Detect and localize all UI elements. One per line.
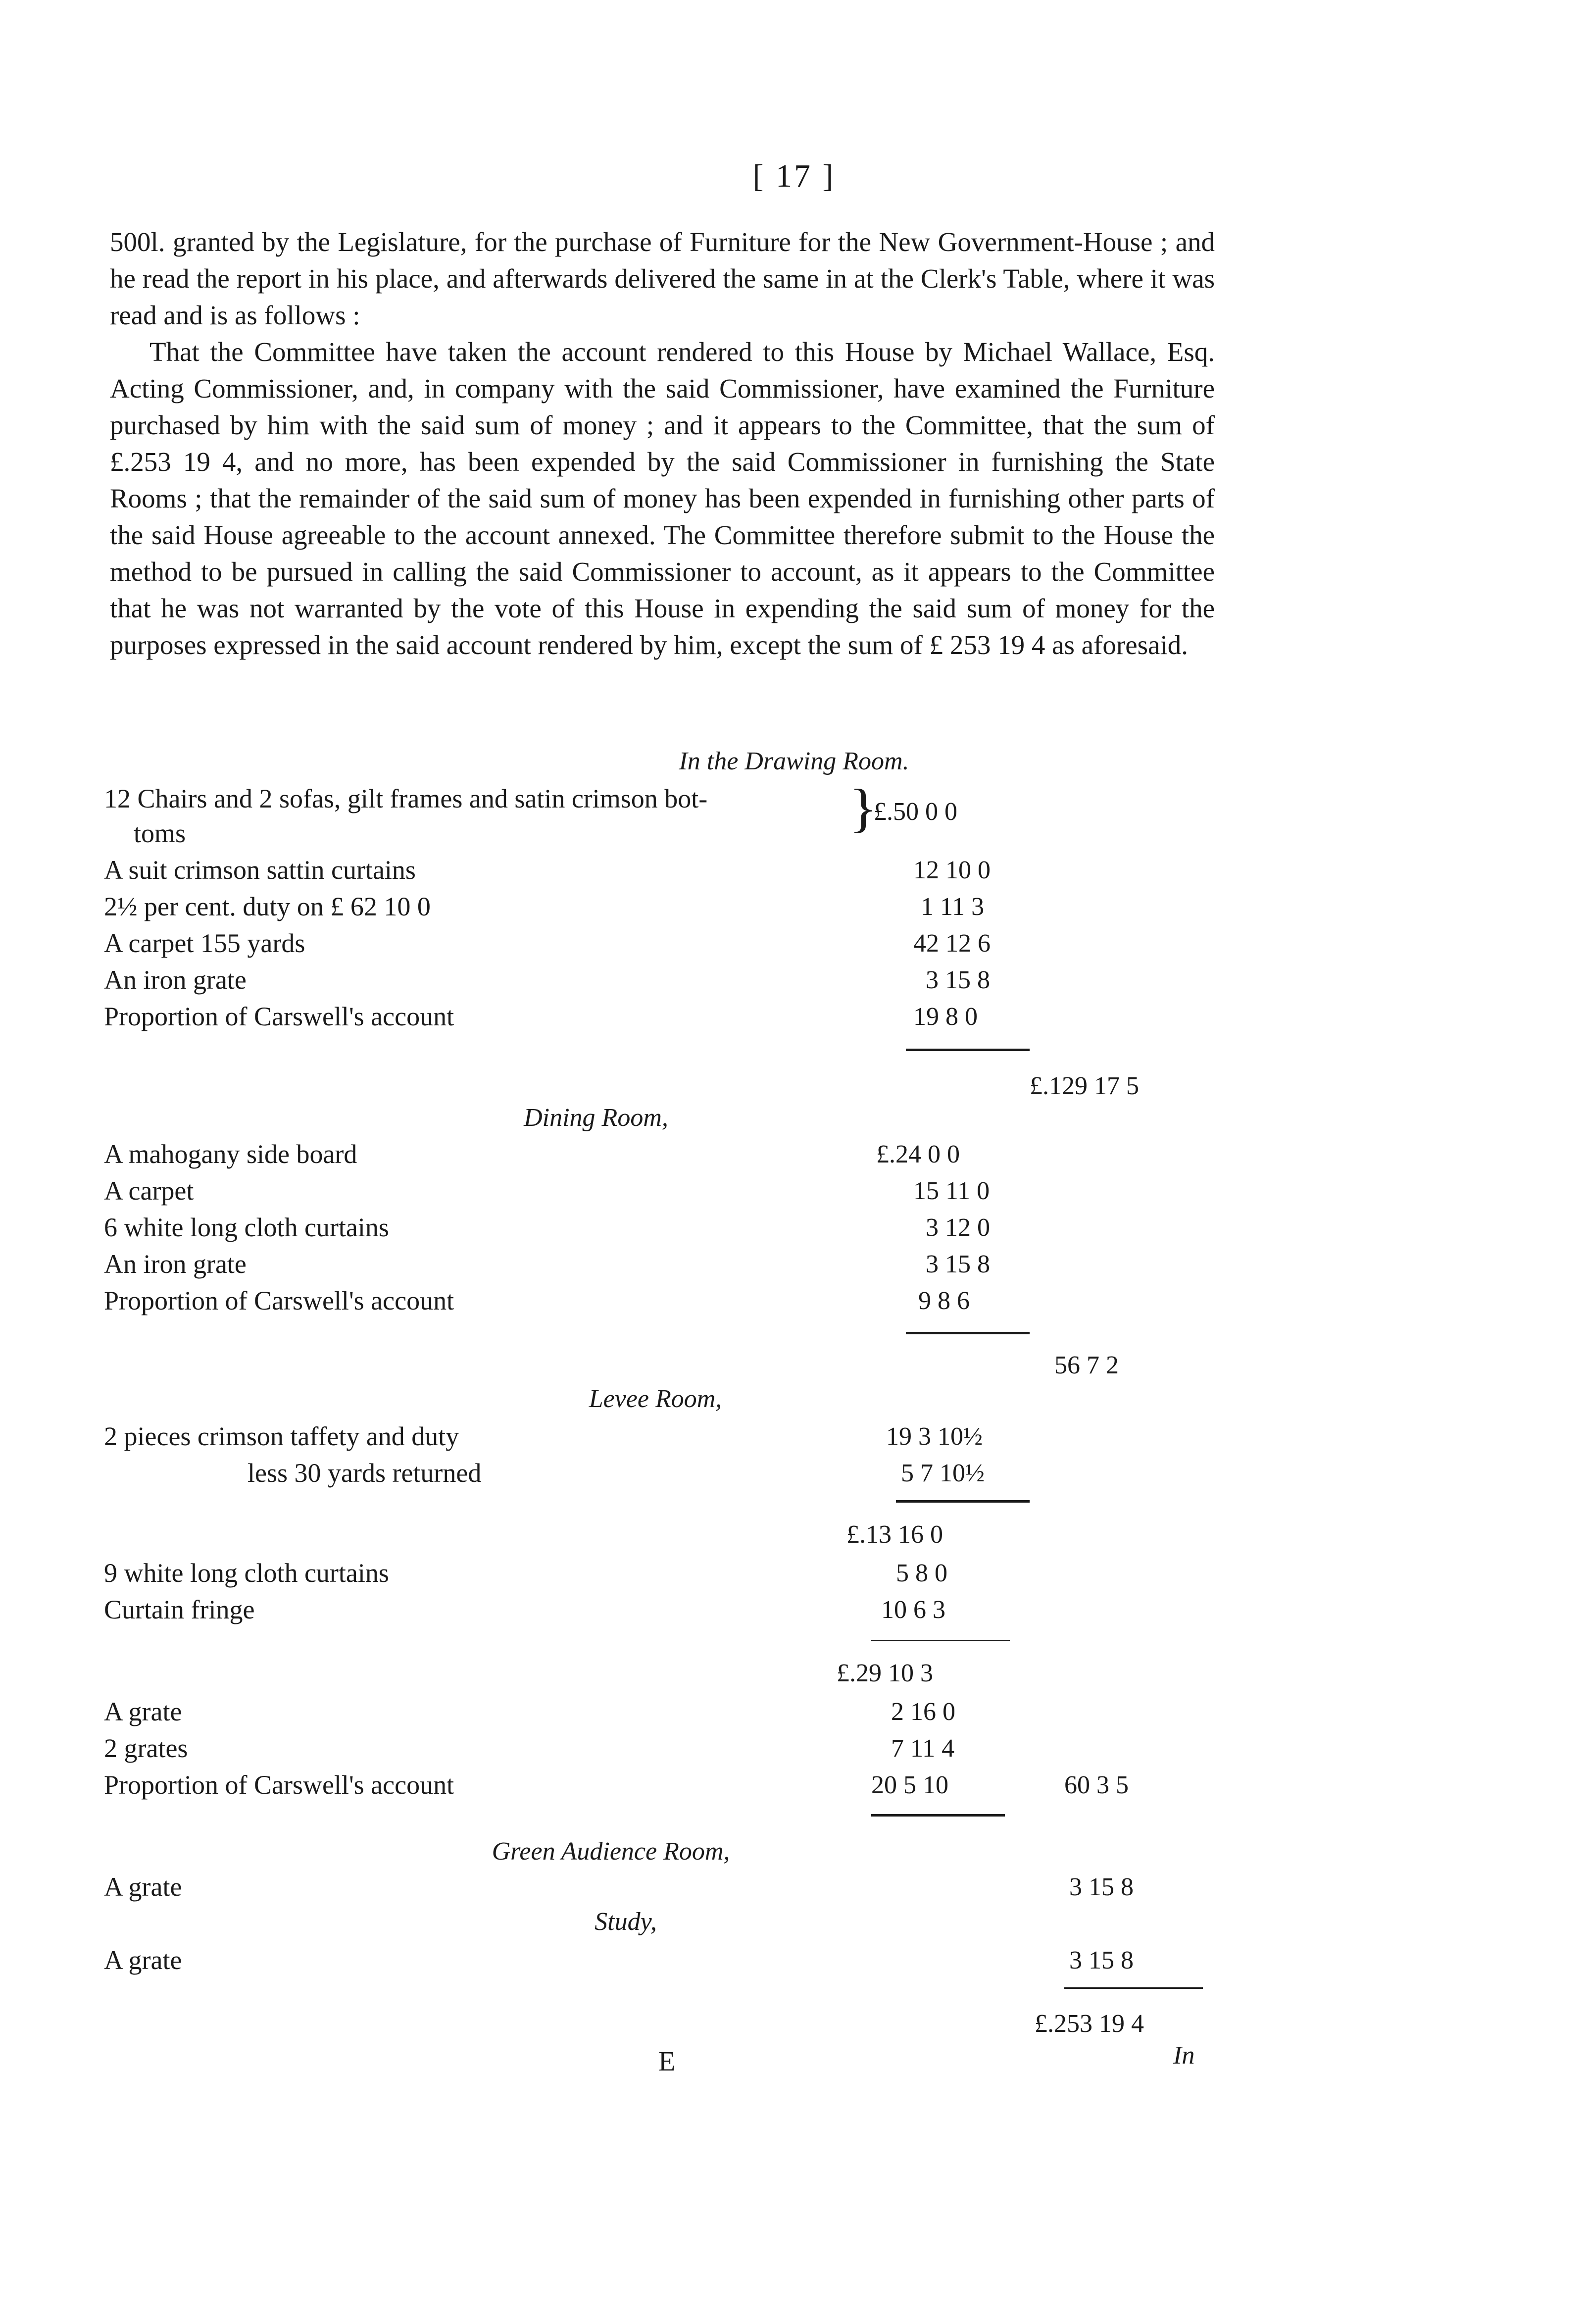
dining-item-amount: £.24 0 0 [876,1140,960,1168]
levee-room-heading: Levee Room, [589,1385,722,1413]
drawing-item-amount: 19 8 0 [913,1003,978,1031]
dining-item-amount: 3 15 8 [926,1250,990,1278]
sum-rule [871,1814,1005,1817]
dining-item-desc: An iron grate [104,1249,247,1279]
dining-room-total: 56 7 2 [1054,1351,1119,1379]
sum-rule [1064,1987,1203,1989]
drawing-item-desc: 12 Chairs and 2 sofas, gilt frames and satin crimson bot- [104,784,708,813]
drawing-item-desc: An iron grate [104,965,247,995]
grand-total: £.253 19 4 [1035,2010,1144,2038]
study-item-amount: 3 15 8 [1069,1946,1134,1974]
drawing-item-amount: 3 15 8 [926,966,990,994]
drawing-item-amount: 42 12 6 [913,929,991,958]
drawing-item-desc: Proportion of Carswell's account [104,1002,454,1031]
levee-item-amount: 7 11 4 [891,1734,955,1763]
dining-item-amount: 9 8 6 [918,1287,970,1315]
dining-item-desc: A carpet [104,1176,194,1206]
sum-rule [871,1640,1010,1641]
drawing-item-amount: 1 11 3 [921,893,985,921]
levee-item-amount: 10 6 3 [881,1596,945,1624]
levee-subtotal: £.13 16 0 [846,1520,943,1549]
page-signature: E [658,2046,676,2077]
levee-subtotal: £.29 10 3 [837,1659,933,1687]
dining-item-amount: 15 11 0 [913,1177,990,1205]
levee-item-desc: Proportion of Carswell's account [104,1770,454,1800]
drawing-room-total: £.129 17 5 [1030,1072,1139,1100]
study-item-desc: A grate [104,1945,182,1975]
drawing-item-amount: 12 10 0 [913,856,991,884]
levee-item-desc: 9 white long cloth curtains [104,1558,389,1588]
sum-rule [896,1500,1030,1503]
sum-rule [906,1332,1030,1334]
dining-item-desc: Proportion of Carswell's account [104,1286,454,1315]
drawing-item-desc: A carpet 155 yards [104,928,305,958]
levee-item-amount: 20 5 10 [871,1771,948,1799]
levee-room-total: 60 3 5 [1064,1771,1129,1799]
sum-rule [906,1049,1030,1051]
drawing-item-desc: A suit crimson sattin curtains [104,855,416,885]
green-audience-room-heading: Green Audience Room, [492,1837,730,1866]
levee-item-desc: Curtain fringe [104,1595,255,1624]
study-heading: Study, [595,1908,657,1936]
paragraph-1: 500l. granted by the Legislature, for the purchase of Furniture for the New Government-House ; and he read the report in his place, and afterwards delivered the same in at the Clerk's Table, where it was read and is as follows : [110,227,1215,330]
levee-item-amount: 2 16 0 [891,1698,955,1726]
dining-item-desc: 6 white long cloth curtains [104,1213,389,1242]
dining-item-desc: A mahogany side board [104,1139,357,1169]
levee-item-amount: 5 8 0 [896,1559,947,1587]
drawing-item-desc: 2½ per cent. duty on £ 62 10 0 [104,892,431,921]
levee-item-amount: 19 3 10½ [886,1422,983,1451]
drawing-item-desc: toms [134,818,186,848]
paragraph-2: That the Committee have taken the account rendered to this House by Michael Wallace, Esq. Acting Commissioner, and, in company with the said Commissioner, have examined the Furniture purchased by him with the said sum of money ; and it appears to the Committee, that the sum of £.253 19 4, and no more, has been expended by the said Commissioner in furnishing the State Rooms ; that the remainder of the said sum of money has been expended in furnishing other parts of the said House agreeable to the account annexed. The Committee therefore submit to the House the method to be pursued in calling the said Commissioner to account, as it appears to the Committee that he was not warranted by the vote of this House in expending the said sum of money for the purposes expressed in the said account rendered by him, except the sum of £ 253 19 4 as aforesaid. [110,337,1215,660]
levee-item-desc: 2 pieces crimson taffety and duty [104,1421,459,1451]
drawing-item-amount: £.50 0 0 [874,798,957,826]
page-header: [ 17 ] [752,158,836,194]
catchword: In [1173,2041,1195,2070]
green-room-item-amount: 3 15 8 [1069,1873,1134,1901]
levee-item-desc: A grate [104,1697,182,1726]
green-room-item-desc: A grate [104,1872,182,1902]
dining-room-heading: Dining Room, [524,1104,668,1132]
dining-item-amount: 3 12 0 [926,1213,990,1242]
drawing-room-heading: In the Drawing Room. [679,747,909,775]
body-text [110,224,1215,663]
brace-mark: } [849,778,878,838]
levee-item-desc: less 30 yards returned [248,1458,482,1488]
levee-item-desc: 2 grates [104,1733,188,1763]
levee-item-amount: 5 7 10½ [901,1459,985,1487]
